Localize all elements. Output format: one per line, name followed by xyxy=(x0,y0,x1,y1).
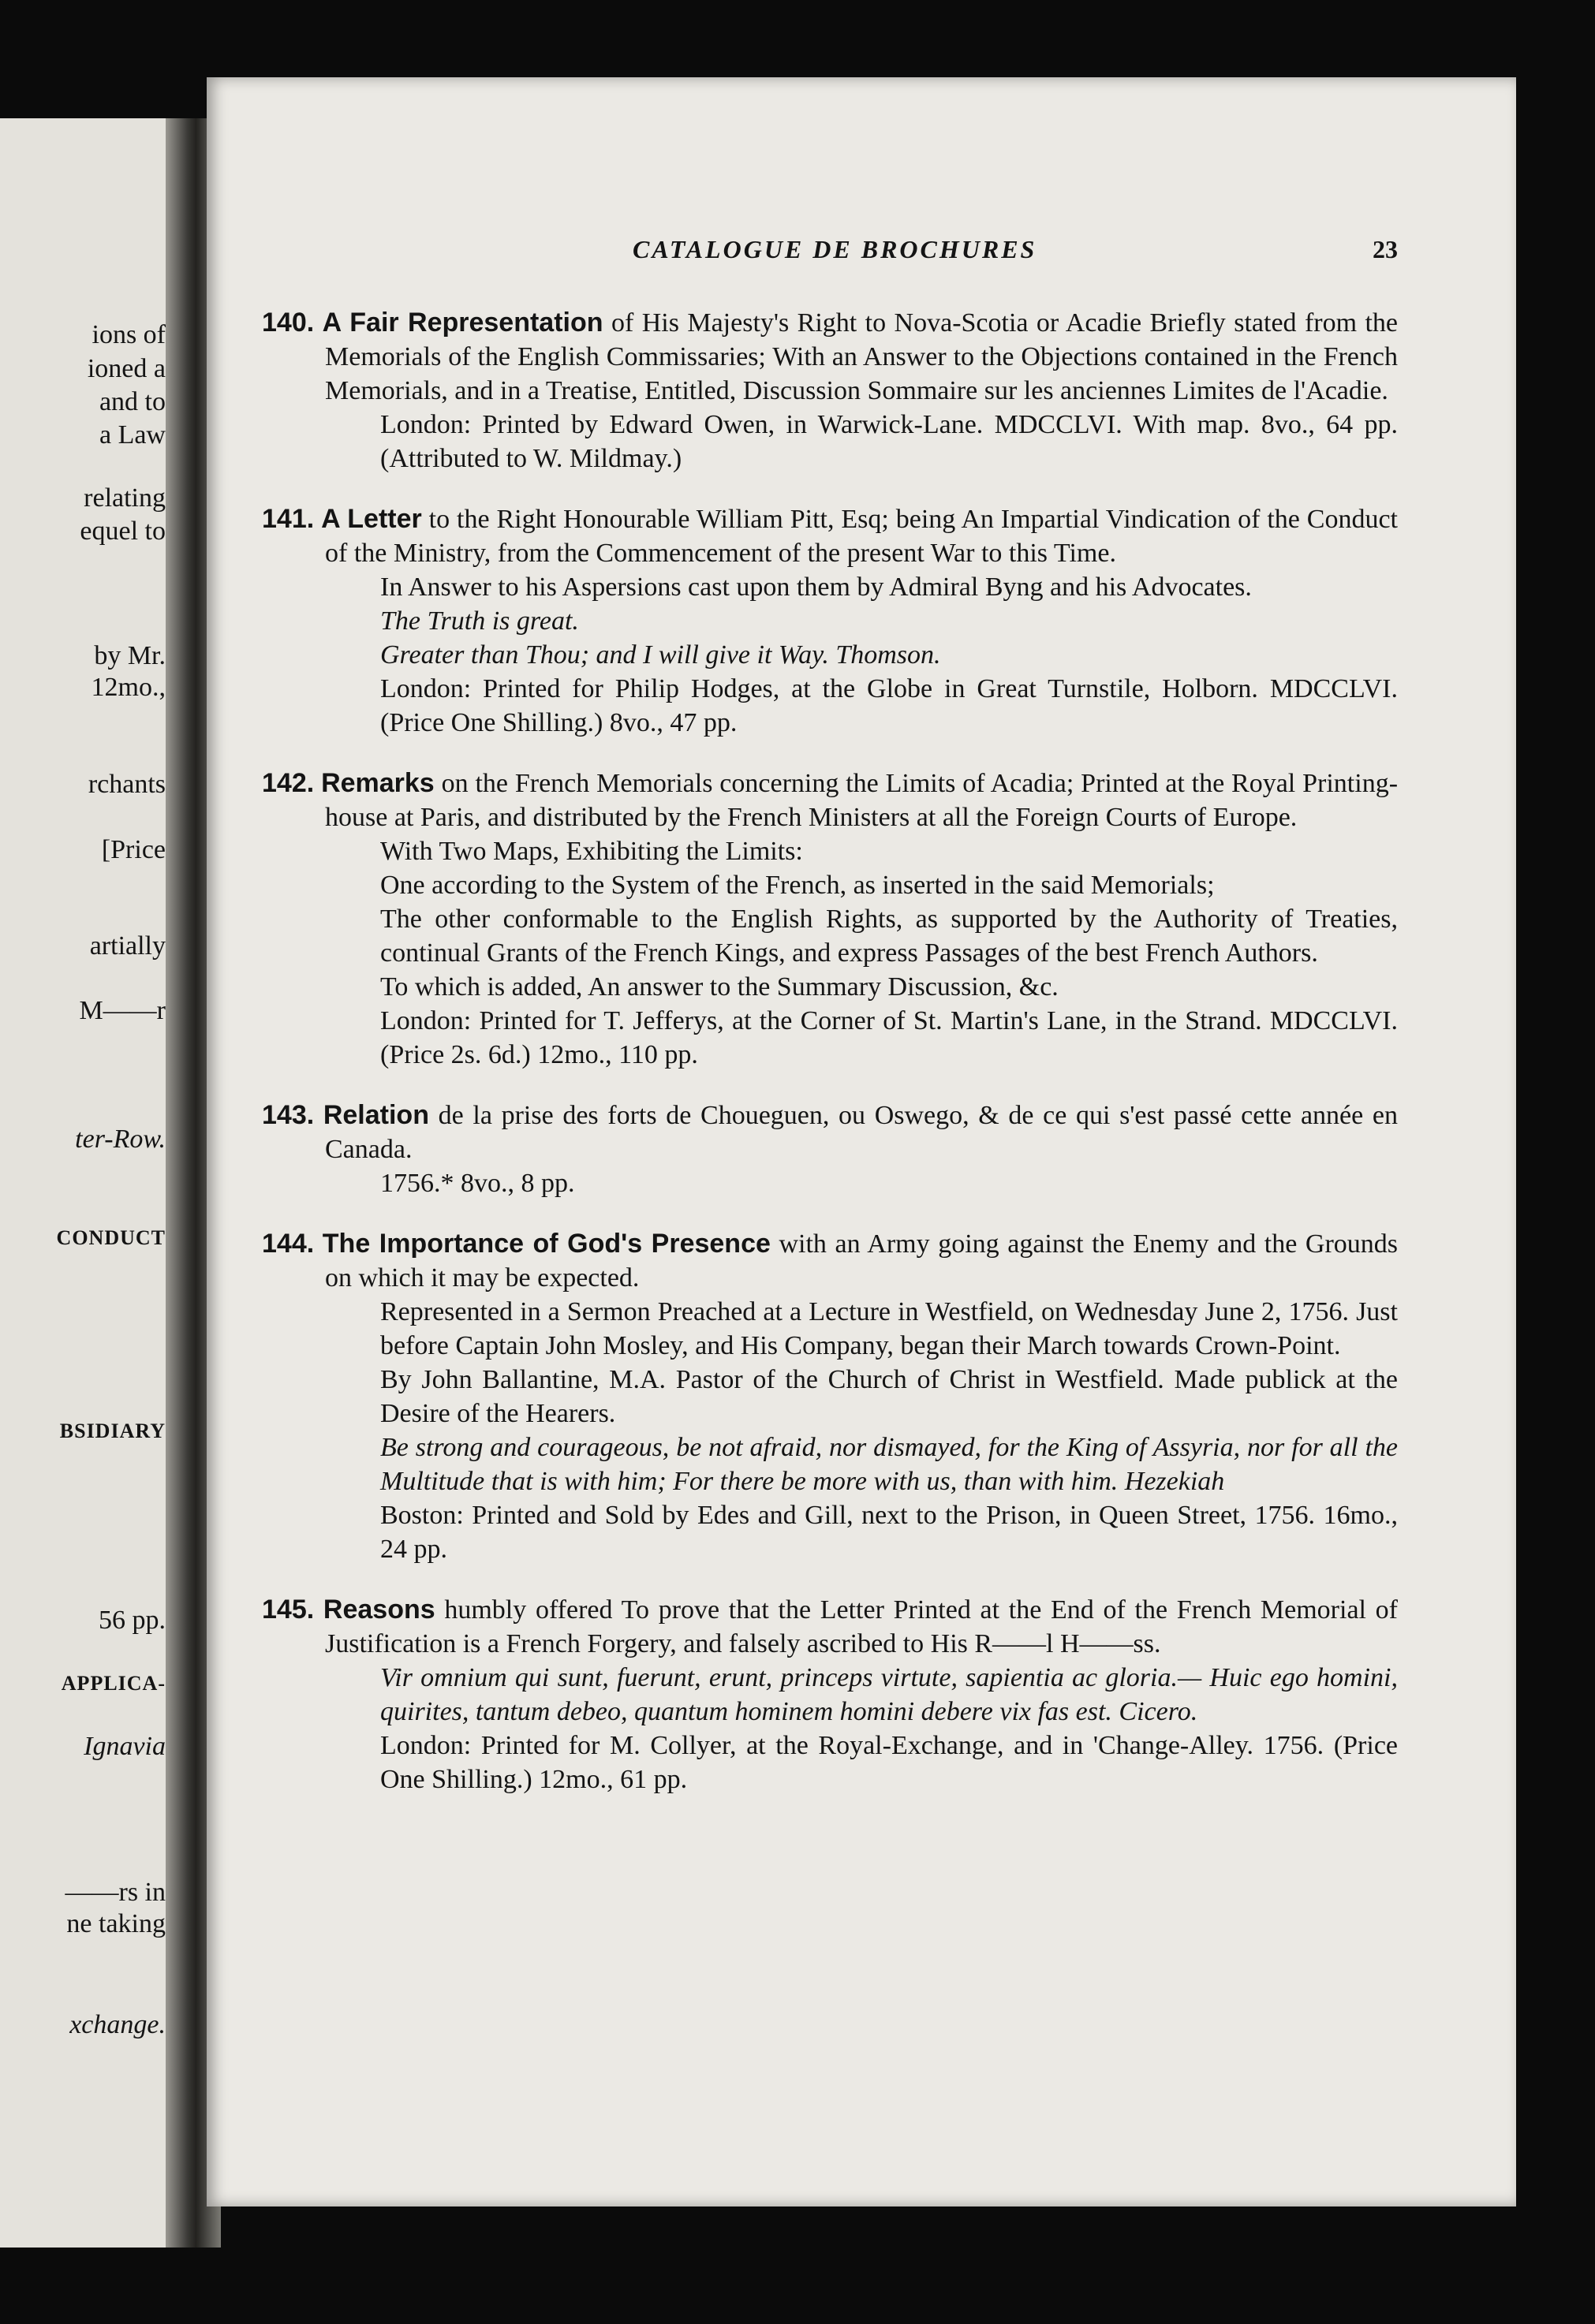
entry-paragraph: One according to the System of the French, as inserted in the said Memorials; xyxy=(380,871,1215,900)
left-page-line: ter-Row. xyxy=(75,1125,166,1154)
entry-142 xyxy=(262,767,1398,1072)
entry-description: to the Right Honourable William Pitt, Esq; being An Impartial Vindication of the Conduct of the Ministry, from the Commencement of the present War to this Time. xyxy=(325,505,1399,568)
entry-paragraph: With Two Maps, Exhibiting the Limits: xyxy=(380,837,803,866)
left-page-line: M——r xyxy=(79,996,166,1025)
entry-first-line xyxy=(262,1593,1398,1661)
entry-title: Relation xyxy=(323,1100,429,1130)
left-page-line: CONDUCT xyxy=(56,1226,166,1249)
left-page-line: ions of xyxy=(92,320,166,349)
left-page-line: by Mr. xyxy=(94,641,166,670)
page-header xyxy=(207,235,1516,274)
left-page-line: xchange. xyxy=(69,2010,166,2039)
left-page-line: ——rs in xyxy=(65,1878,166,1907)
left-page-line: artially xyxy=(89,931,166,961)
entry-number: 144. xyxy=(262,1229,315,1259)
entry-first-line xyxy=(262,502,1398,570)
entry-143 xyxy=(262,1099,1398,1200)
entry-motto: The Truth is great. xyxy=(380,606,579,636)
entry-number: 142. xyxy=(262,768,315,798)
catalogue-page xyxy=(207,77,1516,2206)
left-page-line: ne taking xyxy=(66,1909,166,1938)
left-page-line: ioned a xyxy=(87,354,166,383)
entry-141 xyxy=(262,502,1398,740)
entry-paragraph: To which is added, An answer to the Summary Discussion, &c. xyxy=(380,972,1059,1002)
entry-title: A Letter xyxy=(321,504,422,534)
entry-description: on the French Memorials concerning the Limits of Acadia; Printed at the Royal Printing-house at Paris, and distributed by the French Ministers at all the Foreign Courts of Europe. xyxy=(325,769,1399,832)
entry-number: 145. xyxy=(262,1595,315,1625)
entry-title: The Importance of God's Presence xyxy=(322,1229,771,1259)
entry-title: Remarks xyxy=(321,768,435,798)
entry-imprint: London: Printed by Edward Owen, in Warwick-Lane. MDCCLVI. With map. 8vo., 64 pp. (Attributed to W. Mildmay.) xyxy=(380,410,1398,473)
entry-description: with an Army going against the Enemy and the Grounds on which it may be expected. xyxy=(325,1229,1399,1293)
entry-imprint: Boston: Printed and Sold by Edes and Gill, next to the Prison, in Queen Street, 1756. 16mo., 24 pp. xyxy=(380,1501,1398,1564)
left-page-line: [Price xyxy=(101,835,166,864)
left-page-line: equel to xyxy=(80,517,166,546)
entry-title: A Fair Representation xyxy=(322,308,603,338)
left-page-line: and to xyxy=(99,387,166,416)
entry-description: of His Majesty's Right to Nova-Scotia or Acadie Briefly stated from the Memorials of the English Commissaries; With an Answer to the Objections contained in the French Memorials, and in a Treatise, Entitled, Discussion Sommaire sur les anciennes Limites de l'Acadie. xyxy=(325,308,1399,405)
entry-first-line xyxy=(262,1227,1398,1295)
entry-title: Reasons xyxy=(323,1595,435,1625)
entry-first-line xyxy=(262,1099,1398,1166)
entry-140 xyxy=(262,306,1398,476)
entry-motto: Be strong and courageous, be not afraid, nor dismayed, for the King of Assyria, nor for all the Multitude that is with him; For there be more with us, than with him. Hezekiah xyxy=(380,1433,1398,1496)
entry-paragraph: The other conformable to the English Rights, as supported by the Authority of Treaties, continual Grants of the French Kings, and express Passages of the best French Authors. xyxy=(380,905,1398,968)
left-page-line: BSIDIARY xyxy=(59,1419,166,1442)
entry-paragraph: In Answer to his Aspersions cast upon them by Admiral Byng and his Advocates. xyxy=(380,573,1252,602)
entry-first-line xyxy=(262,767,1398,834)
entry-imprint: London: Printed for Philip Hodges, at the Globe in Great Turnstile, Holborn. MDCCLVI. (Price One Shilling.) 8vo., 47 pp. xyxy=(380,674,1398,737)
entry-paragraph: Represented in a Sermon Preached at a Lecture in Westfield, on Wednesday June 2, 1756. Just before Captain John Mosley, and His Company, began their March towards Crown-Point. xyxy=(380,1297,1398,1360)
left-page-line: rchants xyxy=(88,770,166,799)
left-page-line: Ignavia xyxy=(84,1732,166,1761)
entry-imprint: London: Printed for M. Collyer, at the Royal-Exchange, and in 'Change-Alley. 1756. (Price One Shilling.) 12mo., 61 pp. xyxy=(380,1731,1398,1794)
entry-imprint: 1756.* 8vo., 8 pp. xyxy=(380,1169,575,1198)
entry-first-line xyxy=(262,306,1398,408)
entry-144 xyxy=(262,1227,1398,1566)
running-head: CATALOGUE DE BROCHURES xyxy=(633,235,1037,263)
entry-number: 141. xyxy=(262,504,315,534)
left-page-line: 56 pp. xyxy=(99,1606,166,1635)
left-page-line: 12mo., xyxy=(91,673,166,702)
entry-number: 140. xyxy=(262,308,315,338)
left-page-line: relating xyxy=(84,483,166,513)
entry-motto: Vir omnium qui sunt, fuerunt, erunt, princeps virtute, sapientia ac gloria.— Huic ego homini, quirites, tantum debeo, quantum hominem homini debere vix fas est. Cicero. xyxy=(380,1663,1398,1726)
entry-list xyxy=(262,306,1398,1823)
previous-page-fragment xyxy=(0,118,180,2248)
entry-description: humbly offered To prove that the Letter Printed at the End of the French Memorial of Justification is a French Forgery, and falsely ascribed to His R——l H——ss. xyxy=(325,1595,1399,1658)
page-number: 23 xyxy=(1373,235,1398,263)
entry-number: 143. xyxy=(262,1100,315,1130)
entry-paragraph: By John Ballantine, M.A. Pastor of the Church of Christ in Westfield. Made publick at the Desire of the Hearers. xyxy=(380,1365,1398,1428)
left-page-line: a Law xyxy=(99,420,166,450)
entry-imprint: London: Printed for T. Jefferys, at the Corner of St. Martin's Lane, in the Strand. MDCCLVI. (Price 2s. 6d.) 12mo., 110 pp. xyxy=(380,1006,1398,1069)
entry-motto: Greater than Thou; and I will give it Way. Thomson. xyxy=(380,640,941,670)
entry-description: de la prise des forts de Choueguen, ou Oswego, & de ce qui s'est passé cette année en Canada. xyxy=(325,1101,1398,1164)
entry-145 xyxy=(262,1593,1398,1796)
left-page-line: APPLICA- xyxy=(61,1672,166,1695)
